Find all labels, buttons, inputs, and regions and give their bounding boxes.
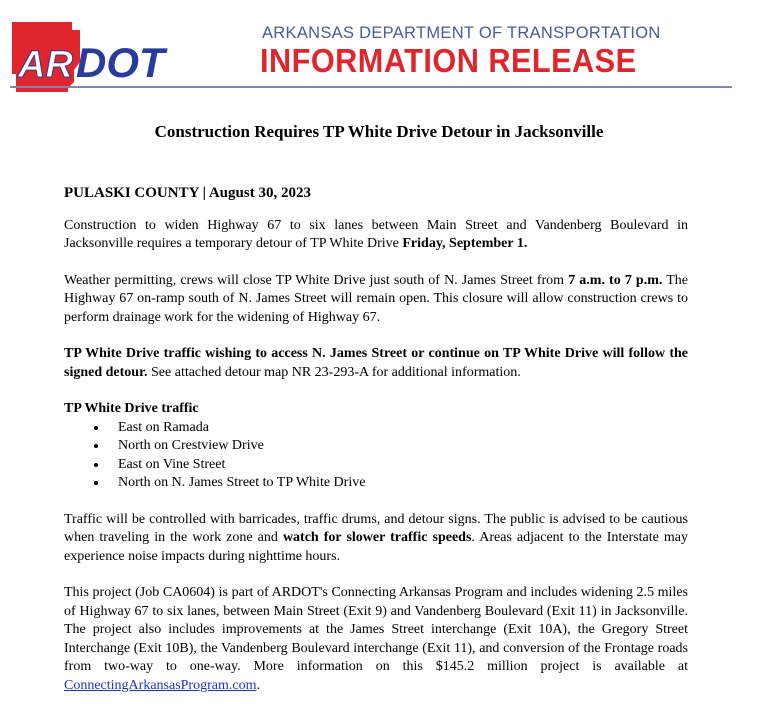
p2-bold: 7 a.m. to 7 p.m. xyxy=(568,272,663,288)
paragraph-3 xyxy=(64,345,688,382)
paragraph-4 xyxy=(64,511,688,567)
p2-text-a: Weather permitting, crews will close TP White Drive just south of N. James Street from xyxy=(64,272,569,288)
paragraph-2 xyxy=(64,272,688,328)
ardot-logo xyxy=(10,22,185,92)
p4-bold: watch for slower traffic speeds xyxy=(282,530,472,545)
svg-text:AR: AR xyxy=(18,44,73,86)
p5-end: . xyxy=(256,677,260,693)
p4-text-b: . Areas adjacent to the Interstate may experience noise impacts during nighttime hours. xyxy=(64,530,688,564)
p4-text-a: Traffic will be controlled with barricades, traffic drums, and detour signs. The public is advised to be cautious when traveling in the work zone and xyxy=(64,511,688,545)
p3-text: See attached detour map NR 23-293-A for additional information. xyxy=(147,364,521,380)
detour-step: • East on Vine Street xyxy=(108,456,688,475)
p2-text-b: The Highway 67 on-ramp south of N. James Street will remain open. This closure will allow construction crews to perform drainage work for the widening of Highway 67. xyxy=(64,272,689,325)
svg-text:DOT: DOT xyxy=(76,39,165,86)
detour-step: • East on Ramada xyxy=(108,419,688,438)
p1-bold: Friday, September 1. xyxy=(402,236,528,251)
detour-step: • North on N. James Street to TP White Drive xyxy=(108,474,688,493)
letterhead xyxy=(0,0,758,95)
release-label: INFORMATION RELEASE xyxy=(260,42,637,79)
detour-heading: TP White Drive traffic xyxy=(64,401,199,416)
program-link[interactable]: ConnectingArkansasProgram.com xyxy=(64,677,257,693)
detour-list xyxy=(64,419,688,493)
header-divider xyxy=(10,86,732,88)
detour-step: • North on Crestview Drive xyxy=(108,437,688,456)
p5-text: This project (Job CA0604) is part of ARDOT's Connecting Arkansas Program and includes widening 2.5 miles of Highway 67 to six lanes, between Main Street (Exit 9) and Vandenberg Boulevard (Exit 11) in Jacksonville. The project also includes improvements at the James Street interchange (Exit 10A), the Gregory Street Interchange (Exit 10B), the Vandenberg Boulevard interchange (Exit 11), and conversion of the Frontage roads from two-way to one-way. More information on this $145.2 million project is available at xyxy=(64,585,688,674)
release-body xyxy=(64,184,688,713)
agency-name: ARKANSAS DEPARTMENT OF TRANSPORTATION xyxy=(262,24,661,42)
dateline: PULASKI COUNTY | August 30, 2023 xyxy=(64,185,311,201)
release-title: Construction Requires TP White Drive Detour in Jacksonville xyxy=(154,122,604,141)
paragraph-5 xyxy=(64,584,688,695)
p1-text: Construction to widen Highway 67 to six lanes between Main Street and Vandenberg Boulevard in Jacksonville requires a temporary detour of TP White Drive xyxy=(64,217,688,251)
paragraph-1 xyxy=(64,217,688,254)
p3-bold: TP White Drive traffic wishing to access N. James Street or continue on TP White Drive will follow the signed detour. xyxy=(64,346,688,380)
